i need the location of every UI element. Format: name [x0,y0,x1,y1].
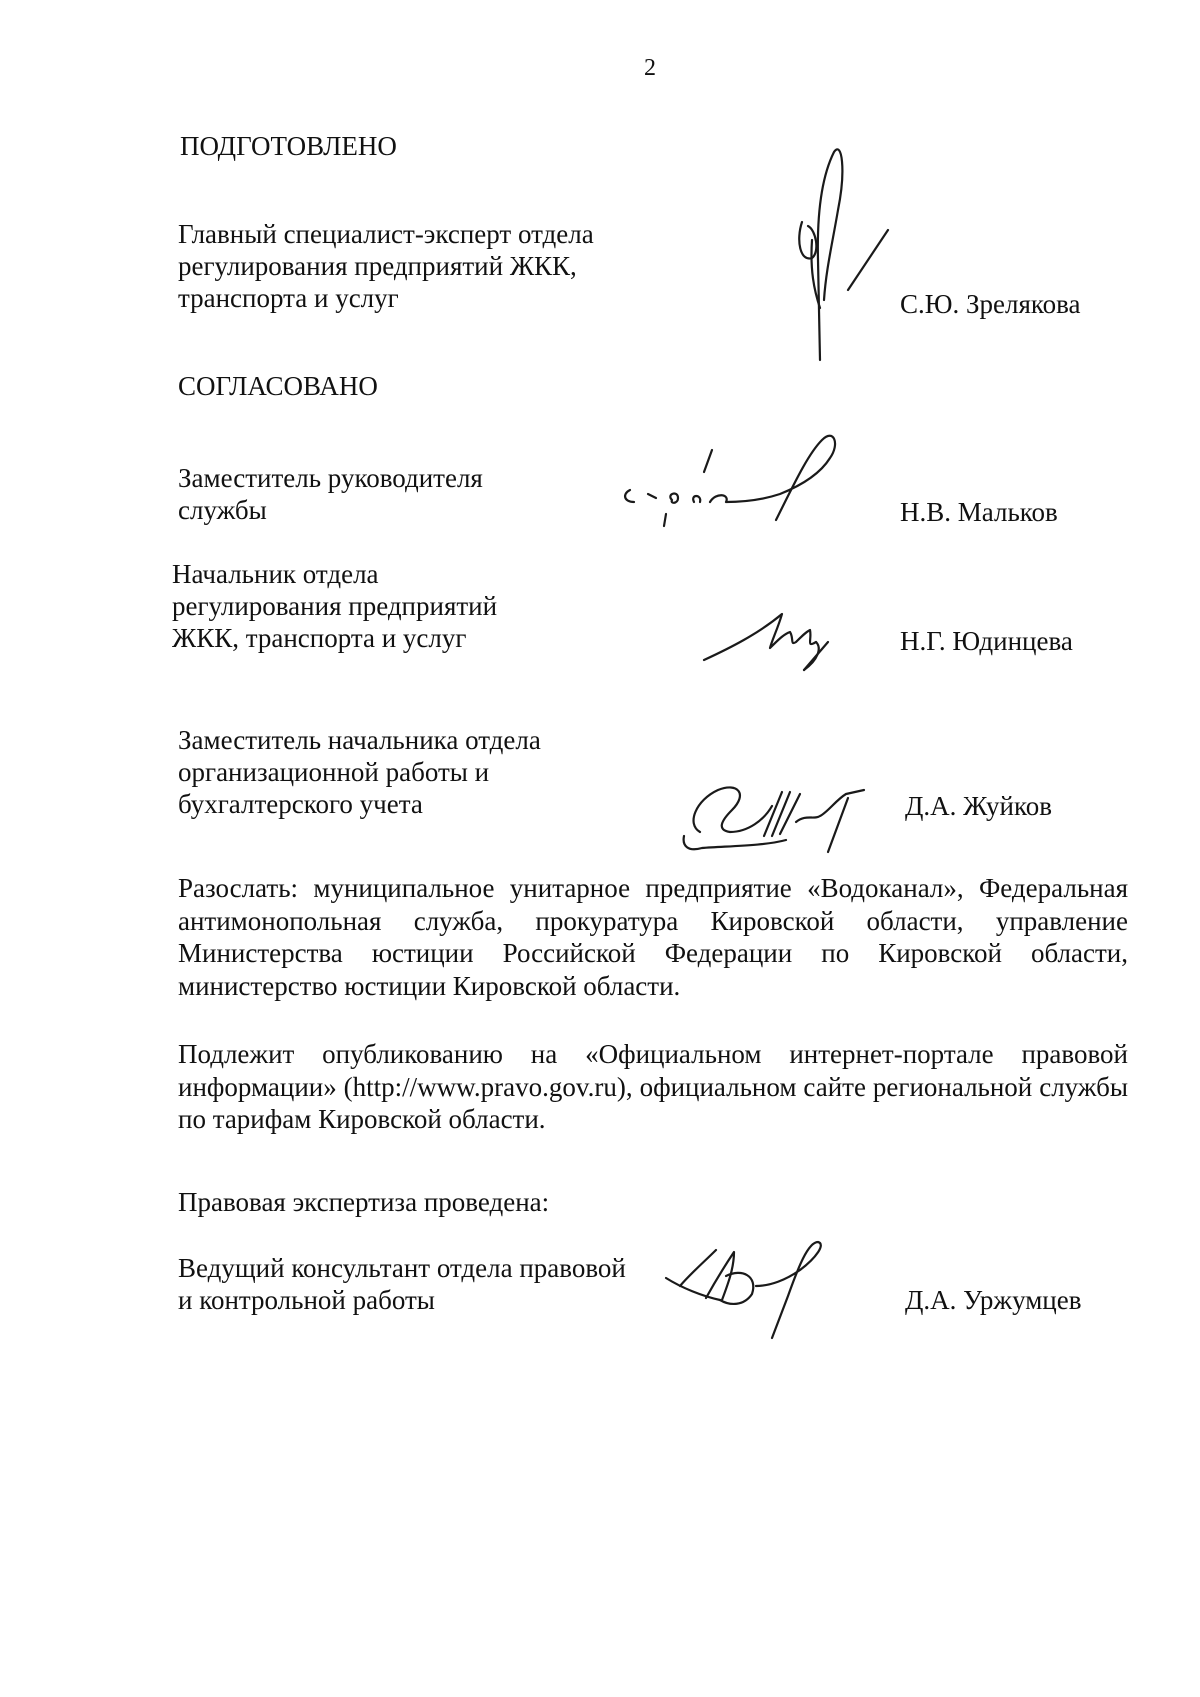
position-line: ЖКК, транспорта и услуг [172,623,467,653]
legal-review-heading: Правовая экспертиза проведена: [178,1187,550,1217]
legal-review-position [178,1252,626,1316]
prepared-name: С.Ю. Зрелякова [900,289,1081,319]
prepared-position [178,218,594,314]
position-line: регулирования предприятий [172,591,498,621]
publication-paragraph: Подлежит опубликованию на «Официальном интернет-портале правовой информации» (http://www.pravo.gov.ru), официальном сайте региональной службы по тарифам Кировской области. [178,1039,1128,1134]
signature-urzhumtsev [660,1240,870,1350]
position-line: и контрольной работы [178,1285,435,1315]
distribution-paragraph: Разослать: муниципальное унитарное предприятие «Водоканал», Федеральная антимонопольная служба, прокуратура Кировской области, управление Министерства юстиции Российской Федерации по Кировской области, министерство юстиции Кировской области. [178,873,1128,1001]
position-line: организационной работы и [178,757,490,787]
signer-2-name: Н.Г. Юдинцева [900,626,1073,656]
page-number: 2 [644,55,656,81]
position-line: транспорта и услуг [178,283,399,313]
position-line: Ведущий консультант отдела правовой [178,1253,626,1283]
position-line: Заместитель начальника отдела [178,725,541,755]
signature-zrelyakova [790,140,900,370]
signature-malkov [612,428,872,538]
signer-2-position [172,558,497,654]
signature-zhuykov [668,770,888,860]
signer-3-name: Д.А. Жуйков [905,791,1052,821]
signer-1-name: Н.В. Мальков [900,497,1058,527]
legal-review-name: Д.А. Уржумцев [905,1285,1082,1315]
signature-yudintseva [700,598,850,678]
signer-1-position [178,462,483,526]
position-line: службы [178,495,267,525]
position-line: Главный специалист-эксперт отдела [178,219,594,249]
prepared-heading: ПОДГОТОВЛЕНО [180,131,397,161]
signer-3-position [178,724,541,820]
position-line: регулирования предприятий ЖКК, [178,251,577,281]
position-line: Заместитель руководителя [178,463,483,493]
position-line: бухгалтерского учета [178,789,423,819]
agreed-heading: СОГЛАСОВАНО [178,371,378,401]
position-line: Начальник отдела [172,559,379,589]
